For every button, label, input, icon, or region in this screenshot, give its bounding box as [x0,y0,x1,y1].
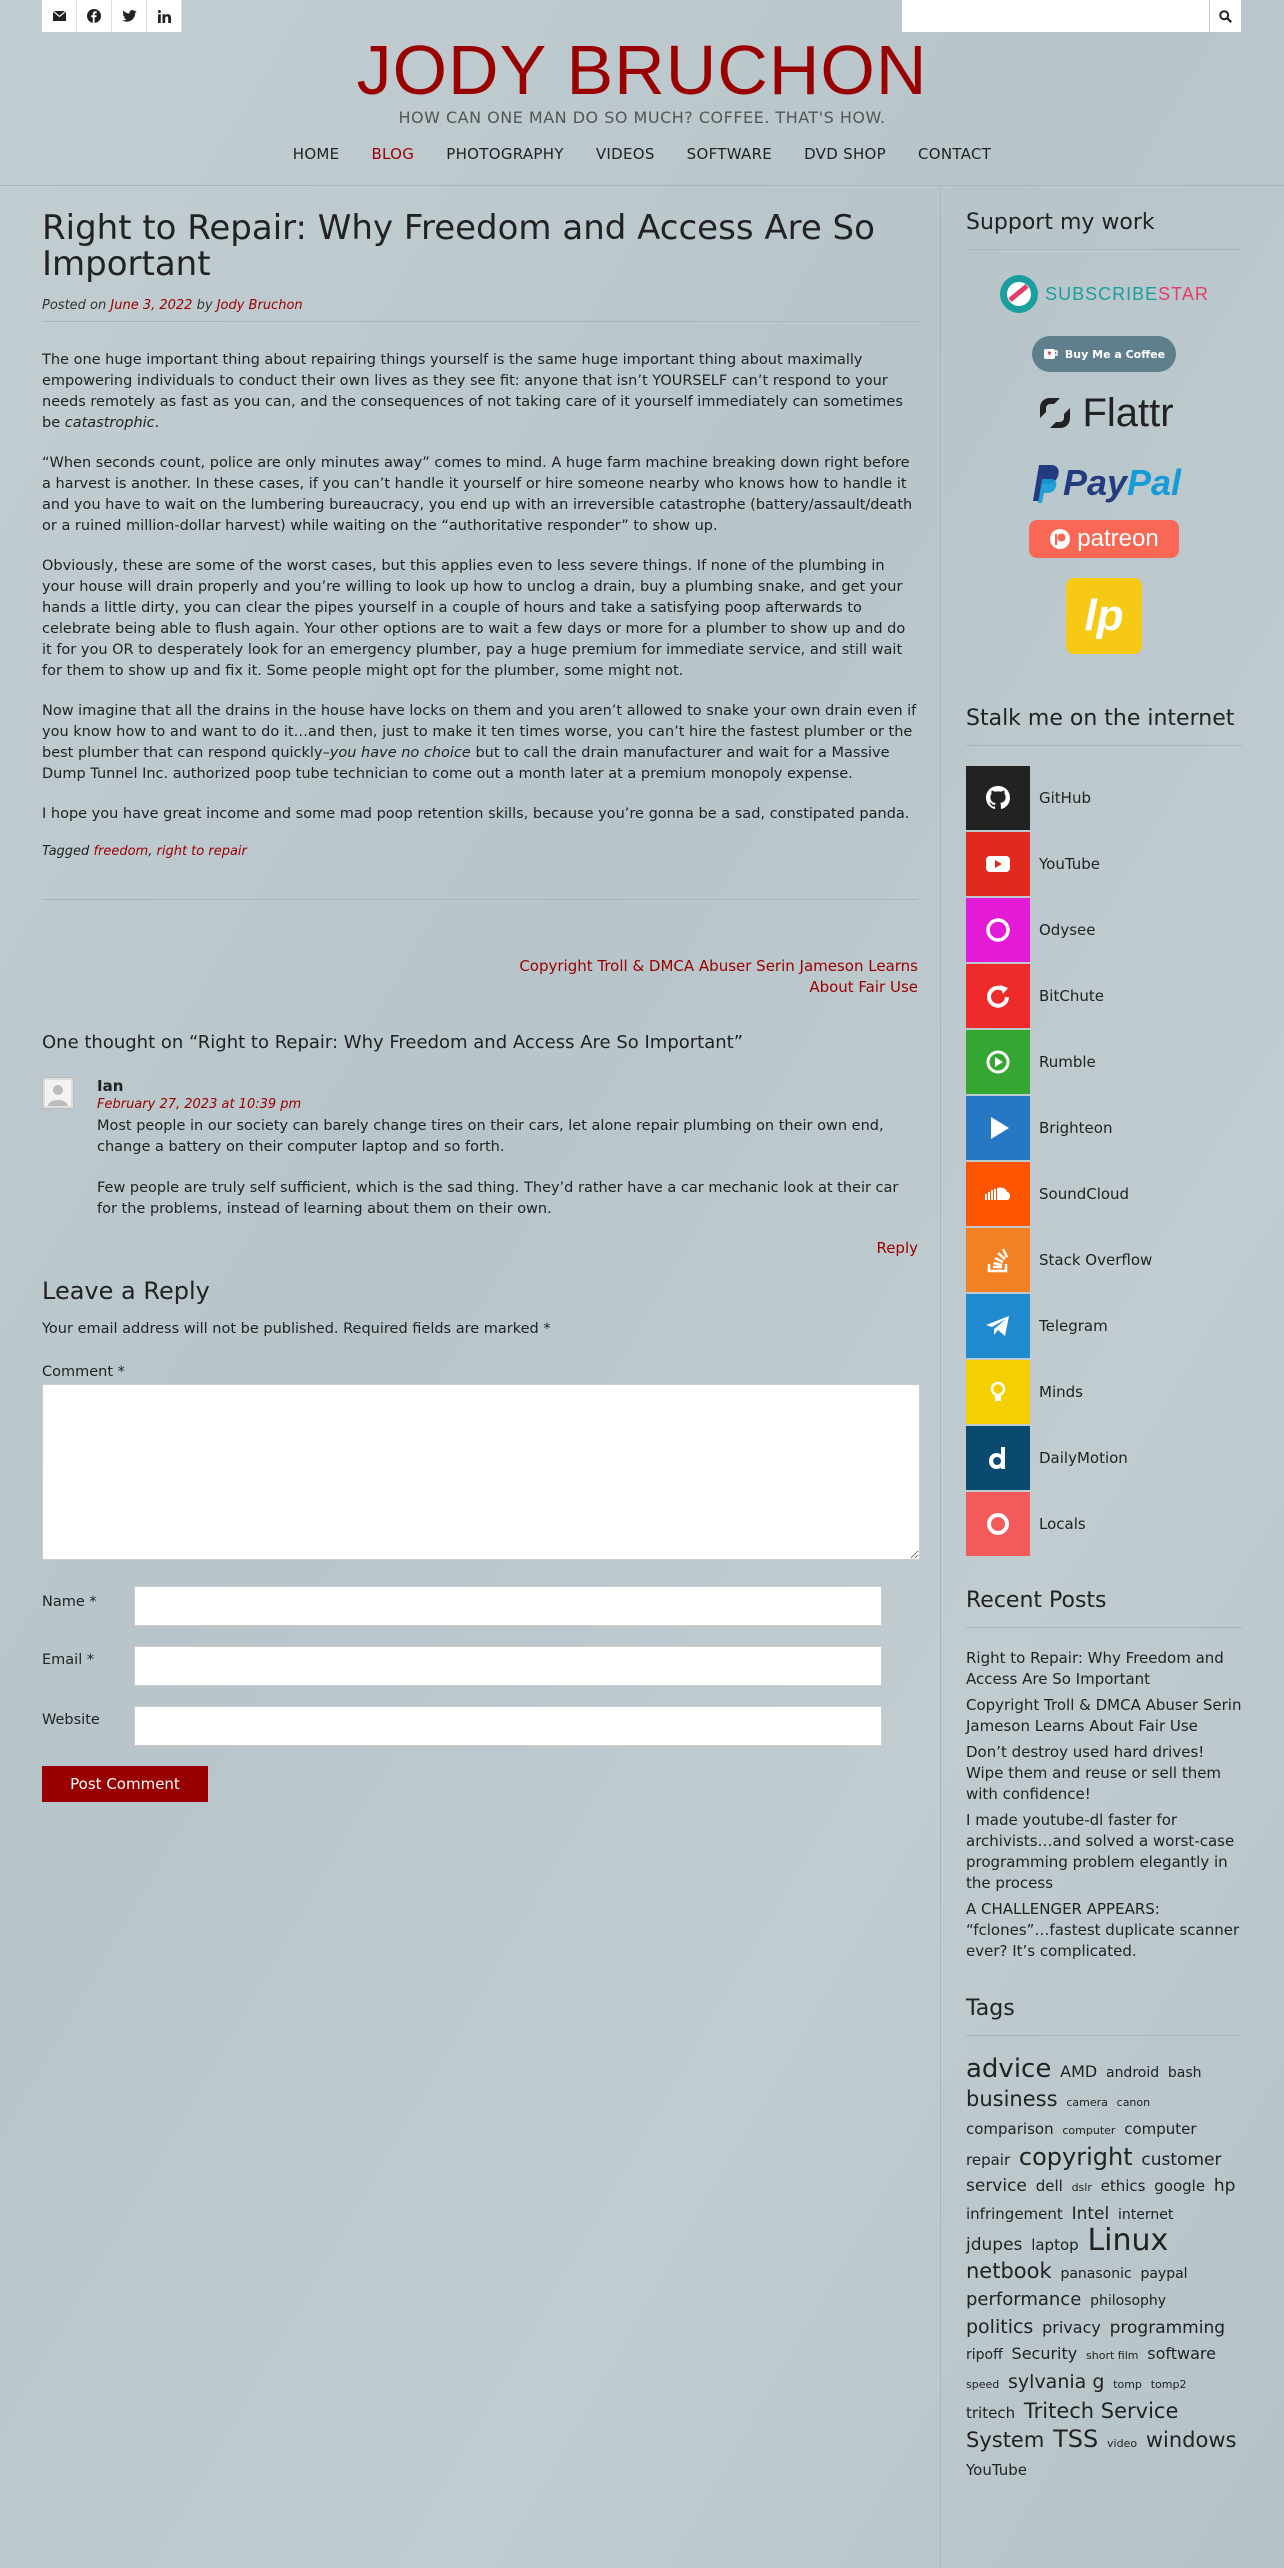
social-link-label: Minds [1039,1383,1083,1401]
tag-cloud-link[interactable]: AMD [1060,2062,1098,2081]
social-link-label: Locals [1039,1515,1086,1533]
comment-text: Most people in our society can barely change tires on their cars, let alone repair plumbing on their own end, change a battery on their computer laptop and so forth. [97,1118,884,1155]
buy-me-a-coffee-button[interactable]: Buy Me a Coffee [966,336,1242,372]
social-link-brighteon[interactable] [966,1096,1242,1160]
tag-cloud-link[interactable]: advice [966,2054,1052,2084]
post-paragraph: “When seconds count, police are only minutes away” comes to mind. A huge farm machine breaking down right before a harvest is another. In these cases, if you can’t handle it yourself or hire someone nearby who knows how to handle it and you have to wait on the lumbering bureaucracy, you end up with an irreversible catastrophe (battery/assault/death or a ruined million-dollar harvest) while waiting on the “authoritative responder” to show up. [42,455,913,534]
post-tags: Tagged freedom, right to repair [42,844,247,859]
tag-cloud-link[interactable]: Security [1011,2344,1078,2363]
name-field-group [42,1586,918,1626]
subscribestar-icon [999,274,1039,314]
post-paragraph: Now imagine that all the drains in the house have locks on them and you aren’t allowed to snake your own drain even if you know how to and want to do it…and then, just to make it ten times worse, you can’t hire the fastest plumber or the best plumber that can respond quickly–you have no choice but to call the drain manufacturer and wait for a Massive Dump Tunnel Inc. authorized poop tube technician to come out a month later at a premium monopoly expense. [42,703,917,782]
recent-post-link[interactable]: Copyright Troll & DMCA Abuser Serin Jameson Learns About Fair Use [966,1696,1242,1735]
locals-icon [966,1492,1030,1556]
tag-cloud-link[interactable]: ethics [1100,2177,1146,2195]
email-label: Email * [42,1652,95,1668]
comments-title: One thought on “Right to Repair: Why Freedom and Access Are So Important” [42,1032,744,1053]
social-link-dailymotion[interactable] [966,1426,1242,1490]
search-box [902,0,1241,32]
nav-blog[interactable]: BLOG [371,145,415,163]
social-link-rumble[interactable] [966,1030,1242,1094]
tag-cloud-link[interactable]: infringement [966,2205,1063,2223]
name-label: Name * [42,1594,97,1610]
tag-cloud-link[interactable]: tritech [966,2404,1016,2422]
nav-software[interactable]: SOFTWARE [686,145,773,163]
comment [42,1077,918,1269]
tag-cloud-link[interactable]: customer service [966,2150,1222,2196]
tag-cloud-link[interactable]: business [966,2087,1058,2111]
tags-widget-title: Tags [966,1996,1015,2021]
social-link-label: SoundCloud [1039,1185,1130,1203]
tag-cloud-link[interactable]: android [1105,2065,1160,2081]
tag-cloud-link[interactable]: performance [966,2289,1082,2310]
nav-contact[interactable]: CONTACT [918,145,992,163]
sidebar [966,210,1242,2483]
site-tagline: HOW CAN ONE MAN DO SO MUCH? COFFEE. THAT'S HOW. [398,108,886,127]
widget-divider [966,1627,1242,1628]
tag-cloud [966,2056,1242,2483]
social-link-label: YouTube [1039,855,1100,873]
post-author-link[interactable]: Jody Bruchon [216,298,303,313]
tag-cloud-link[interactable]: ripoff [966,2347,1003,2363]
tag-cloud-link[interactable]: Intel [1071,2204,1110,2224]
tag-cloud-link[interactable]: video [1107,2437,1138,2450]
liberapay-icon: lp [1084,591,1124,640]
comment-author: Ian [97,1077,124,1095]
tag-cloud-link[interactable]: privacy [1042,2318,1101,2337]
tag-cloud-link[interactable]: politics [966,2316,1034,2338]
meta-divider [42,321,918,322]
recent-posts-list [966,1648,1242,1962]
tag-cloud-link[interactable]: tomp [1113,2378,1142,2391]
email-icon[interactable] [42,0,77,32]
bitchute-icon [966,964,1030,1028]
search-button[interactable] [1209,0,1241,32]
reply-title: Leave a Reply [42,1277,210,1305]
nav-videos[interactable]: VIDEOS [595,145,655,163]
tag-cloud-link[interactable]: internet [1117,2207,1174,2223]
stackoverflow-icon [966,1228,1030,1292]
social-link-label: Brighteon [1039,1119,1113,1137]
tag-cloud-link[interactable]: paypal [1140,2266,1188,2282]
avatar [42,1077,74,1109]
email-field-group [42,1646,918,1686]
social-link-telegram[interactable] [966,1294,1242,1358]
search-input[interactable] [902,0,1209,30]
telegram-icon [966,1294,1030,1358]
nav-dvd-shop[interactable]: DVD SHOP [804,145,887,163]
stalk-widget-title: Stalk me on the internet [966,706,1235,731]
tag-cloud-link[interactable]: YouTube [966,2461,1027,2479]
tag-cloud-link[interactable]: windows [1145,2428,1237,2452]
comment-date-link[interactable]: February 27, 2023 at 10:39 pm [97,1097,302,1112]
posted-on-label: Posted on [42,298,107,313]
social-link-label: BitChute [1039,987,1104,1005]
tag-cloud-link[interactable]: computer [1062,2124,1116,2137]
coffee-cup-icon [1043,348,1059,360]
website-field-group [42,1706,918,1746]
next-post-link[interactable]: Copyright Troll & DMCA Abuser Serin Jameson Learns About Fair Use [519,957,918,996]
social-link-label: Telegram [1039,1317,1108,1335]
tag-cloud-link[interactable]: canon [1116,2096,1151,2109]
tag-cloud-link[interactable]: panasonic [1060,2266,1132,2282]
social-link-label: Odysee [1039,921,1096,939]
top-bar [0,0,1284,32]
top-social-links [42,0,182,32]
tag-cloud-link[interactable]: computer repair [966,2120,1197,2169]
tag-cloud-link[interactable]: sylvania g [1008,2371,1105,2393]
name-input[interactable] [134,1586,882,1626]
tag-cloud-link[interactable]: hp [1213,2176,1236,2196]
subscribestar-button[interactable]: SUBSCRIBESTAR [966,272,1242,316]
patreon-button[interactable]: patreon [966,520,1242,558]
post-body [42,350,918,825]
social-link-label: Stack Overflow [1039,1251,1153,1269]
minds-icon [966,1360,1030,1424]
widget-divider [966,2035,1242,2036]
tag-cloud-link[interactable]: short film [1086,2349,1139,2362]
widget-divider [966,249,1242,250]
tag-cloud-link[interactable]: programming [1109,2318,1226,2338]
twitter-icon[interactable] [112,0,147,32]
post-date-link[interactable]: June 3, 2022 [110,298,193,313]
tag-cloud-link[interactable]: software [1147,2344,1216,2363]
dailymotion-icon [966,1426,1030,1490]
github-icon [966,766,1030,830]
post-paragraph: I hope you have great income and some mad poop retention skills, because you’re gonna be a sad, constipated panda. [42,806,910,822]
comment-field-group [42,1361,918,1560]
tag-cloud-link[interactable]: speed [966,2378,1000,2391]
recent-post-link[interactable]: Don’t destroy used hard drives! Wipe them and reuse or sell them with confidence! [966,1743,1222,1803]
sidebar-divider [940,186,941,2568]
patreon-icon [1049,528,1071,550]
post-paragraph: Obviously, these are some of the worst cases, but this applies even to less severe things. If none of the plumbing in your house will drain properly and you’re willing to look up how to unclog a drain, buy a plumbing snake, and get your hands a little dirty, you can clear the pipes yourself in a couple of hours and take a satisfying poop afterwards to celebrate being able to flush again. Your other options are to wait a few days or more for a plumber to show up and do it for you OR to desperately look for an emergency plumber, pay a huge premium for immediate service, and still wait for them to show up and fix it. Some people might opt for the plumber, some might not. [42,558,906,679]
nav-home[interactable]: HOME [292,145,340,163]
odysee-icon [966,898,1030,962]
search-icon [1219,10,1232,23]
tag-link[interactable]: freedom [93,844,149,859]
comment-label: Comment * [42,1364,125,1380]
tag-link[interactable]: right to repair [156,844,247,859]
recent-posts-title: Recent Posts [966,1588,1107,1613]
flattr-button[interactable]: Flattr [966,388,1242,438]
paypal-button[interactable]: PayPal [966,460,1242,506]
post-paragraph: The one huge important thing about repairing things yourself is the same huge important thing about maximally empowering individuals to conduct their own lives as they see fit: anyone that isn’t YOURSELF can’t respond to your needs remotely as fast as you can, and the consequences of not taking care of it yourself immediately can sometimes be catastrophic. [42,352,903,431]
facebook-icon[interactable] [77,0,112,32]
widget-divider [966,745,1242,746]
tag-cloud-link[interactable]: google [1154,2177,1206,2195]
by-label: by [196,298,213,313]
website-label: Website [42,1712,100,1728]
social-link-youtube[interactable] [966,832,1242,896]
liberapay-button[interactable] [966,578,1242,654]
brighteon-icon [966,1096,1030,1160]
linkedin-icon[interactable] [147,0,182,32]
tag-cloud-link[interactable]: dslr [1071,2181,1092,2194]
social-link-minds[interactable] [966,1360,1242,1424]
social-links-list [966,766,1242,1556]
social-link-locals[interactable] [966,1492,1242,1556]
comment-textarea[interactable] [42,1384,920,1560]
tag-cloud-link[interactable]: dell [1035,2177,1063,2195]
social-link-soundcloud[interactable] [966,1162,1242,1226]
user-icon [45,1080,71,1106]
comment-notes: Your email address will not be published. Required fields are marked * [42,1321,551,1337]
site-title[interactable]: JODY BRUCHON [356,31,928,109]
tag-cloud-link[interactable]: copyright [1018,2143,1133,2171]
flattr-icon [1034,392,1076,434]
tag-cloud-link[interactable]: TSS [1053,2425,1099,2453]
soundcloud-icon [966,1162,1030,1226]
tag-cloud-link[interactable]: comparison [966,2120,1054,2138]
social-link-stack-overflow[interactable] [966,1228,1242,1292]
social-link-odysee[interactable] [966,898,1242,962]
youtube-icon [966,832,1030,896]
header-divider [0,185,1284,186]
recent-post-link[interactable]: A CHALLENGER APPEARS: “fclones”…fastest duplicate scanner ever? It’s complicated. [966,1900,1240,1960]
support-widget-title: Support my work [966,210,1155,235]
social-link-label: GitHub [1039,789,1091,807]
recent-post-link[interactable]: I made youtube-dl faster for archivists…and solved a worst-case programming problem elegantly in the process [966,1811,1235,1892]
website-input[interactable] [134,1706,882,1746]
comment-text: Few people are truly self sufficient, which is the sad thing. They’d rather have a car mechanic look at their car for the problems, instead of learning about them on their own. [97,1180,899,1217]
social-link-github[interactable] [966,766,1242,830]
post-divider [42,899,918,900]
paypal-icon [1027,463,1061,503]
tag-cloud-link[interactable]: jdupes [966,2235,1023,2255]
post-meta [42,298,918,313]
tag-cloud-link[interactable]: camera [1066,2096,1108,2109]
post-navigation [42,956,918,998]
tag-cloud-link[interactable]: netbook [966,2259,1052,2283]
nav-photography[interactable]: PHOTOGRAPHY [446,145,564,163]
tag-cloud-link[interactable]: Linux [1087,2223,1169,2258]
main-content [42,210,918,1802]
social-link-bitchute[interactable] [966,964,1242,1028]
reply-link[interactable]: Reply [876,1239,918,1257]
post-title: Right to Repair: Why Freedom and Access Are So Important [42,208,875,284]
comment-content [97,1077,918,1257]
social-link-label: Rumble [1039,1053,1096,1071]
email-input[interactable] [134,1646,882,1686]
recent-post-link[interactable]: Right to Repair: Why Freedom and Access Are So Important [966,1649,1224,1688]
tag-cloud-link[interactable]: bash [1167,2065,1202,2081]
post-comment-button[interactable]: Post Comment [42,1766,208,1802]
tag-cloud-link[interactable]: laptop [1031,2236,1079,2254]
tag-cloud-link[interactable]: philosophy [1090,2293,1167,2309]
main-nav [0,145,1284,163]
social-link-label: DailyMotion [1039,1449,1128,1467]
tag-cloud-link[interactable]: tomp2 [1150,2378,1187,2391]
rumble-icon [966,1030,1030,1094]
tag-cloud-link[interactable]: Tritech Service System [966,2399,1179,2452]
